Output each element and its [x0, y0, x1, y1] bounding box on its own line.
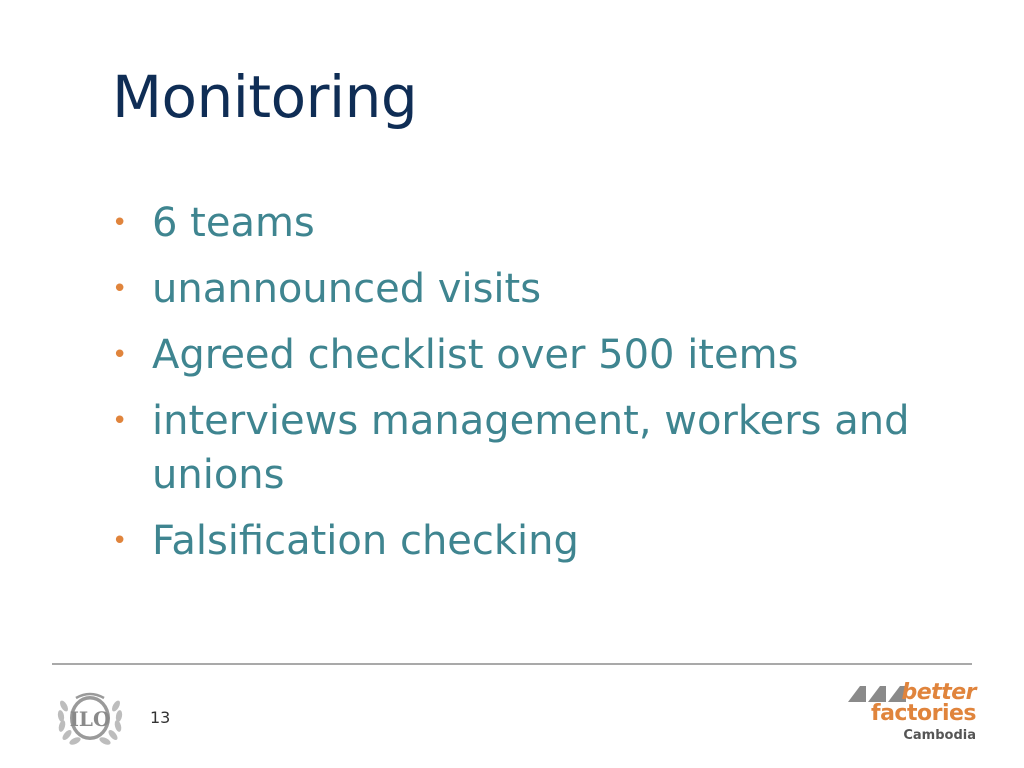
bullet-item	[112, 514, 932, 568]
bullet-marker: •	[112, 274, 128, 304]
logo-word-factories: factories	[871, 701, 976, 726]
bullet-item	[112, 328, 932, 382]
footer-divider	[52, 663, 972, 665]
bullet-marker: •	[112, 208, 128, 238]
ilo-emblem-icon	[56, 688, 124, 748]
bullet-list	[112, 196, 932, 580]
bullet-marker: •	[112, 340, 128, 370]
slide-title: Monitoring	[112, 63, 418, 131]
bullet-text: Agreed checklist over 500 items	[152, 332, 799, 378]
logo-word-better: better	[901, 680, 976, 705]
bullet-item	[112, 262, 932, 316]
page-number: 13	[150, 708, 171, 727]
bullet-text: 6 teams	[152, 200, 315, 246]
bullet-text: unannounced visits	[152, 266, 542, 312]
bullet-item	[112, 394, 932, 502]
logo-word-country: Cambodia	[903, 728, 976, 743]
bullet-marker: •	[112, 526, 128, 556]
bullet-text: Falsification checking	[152, 518, 579, 564]
better-factories-logo	[848, 680, 980, 746]
ilo-emblem-text: ILO	[69, 707, 111, 731]
bullet-item	[112, 196, 932, 250]
bullet-marker: •	[112, 406, 128, 436]
bullet-text: interviews management, workers and unions	[152, 398, 910, 498]
